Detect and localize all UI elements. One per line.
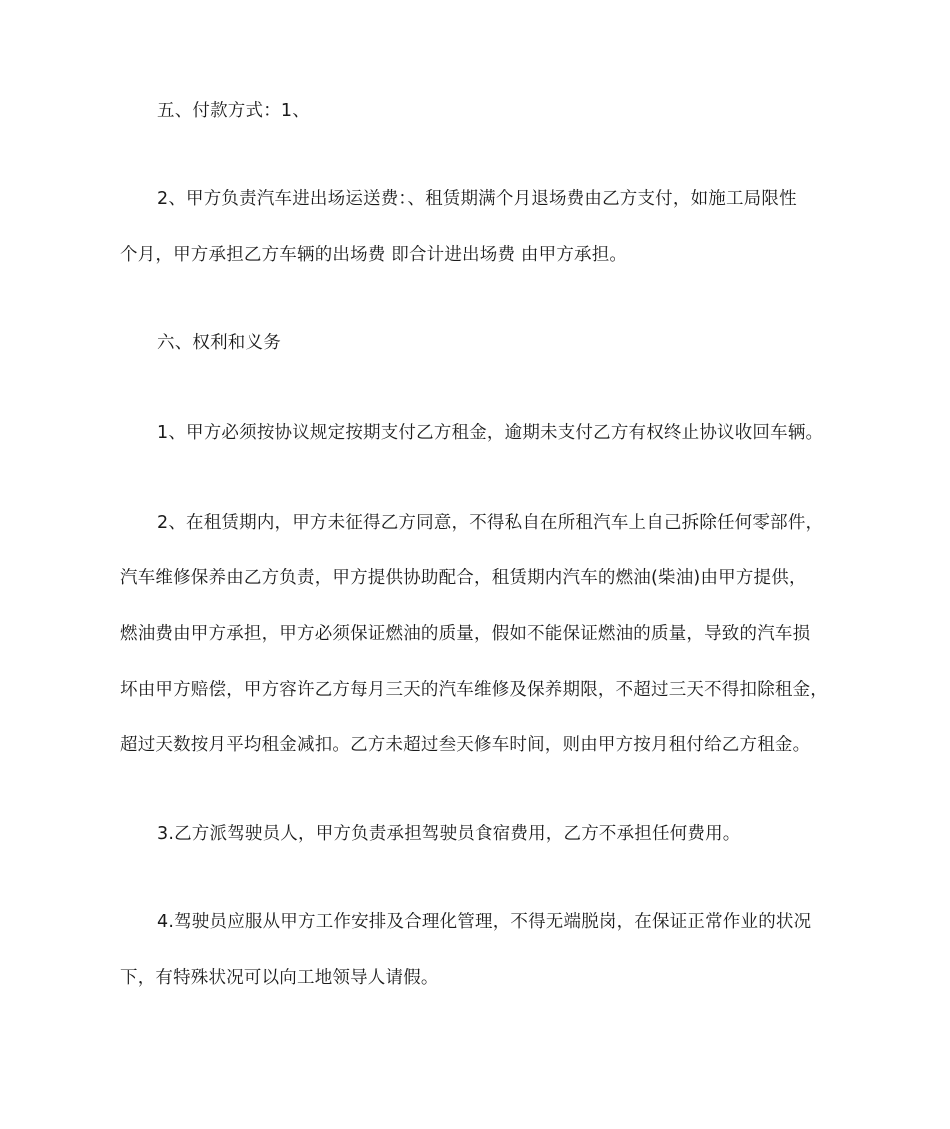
- section6-item2-line4: 坏由甲方赔偿，甲方容许乙方每月三天的汽车维修及保养期限，不超过三天不得扣除租金，: [120, 680, 828, 700]
- section5-item2-line1: 2、甲方负责汽车进出场运送费：、租赁期满个月退场费由乙方支付，如施工局限性: [157, 189, 797, 209]
- section5-item2-line2: 个月，甲方承担乙方车辆的出场费 即合计进出场费 由甲方承担。: [120, 245, 628, 265]
- section6-item4-line1: 4.驾驶员应服从甲方工作安排及合理化管理，不得无端脱岗，在保证正常作业的状况: [157, 912, 812, 932]
- section5-heading: 五、付款方式：1、: [157, 101, 310, 121]
- section6-item2-line5: 超过天数按月平均租金减扣。乙方未超过叁天修车时间，则由甲方按月租付给乙方租金。: [120, 735, 811, 755]
- section6-heading: 六、权利和义务: [157, 333, 281, 353]
- section6-item2-line2: 汽车维修保养由乙方负责，甲方提供协助配合，租赁期内汽车的燃油(柴油)由甲方提供，: [120, 568, 807, 588]
- section6-item2-line3: 燃油费由甲方承担，甲方必须保证燃油的质量，假如不能保证燃油的质量，导致的汽车损: [120, 624, 811, 644]
- section6-item4-line2: 下，有特殊状况可以向工地领导人请假。: [120, 968, 439, 988]
- section6-item3: 3.乙方派驾驶员人，甲方负责承担驾驶员食宿费用，乙方不承担任何费用。: [157, 824, 741, 844]
- section6-item2-line1: 2、在租赁期内，甲方未征得乙方同意，不得私自在所租汽车上自己拆除任何零部件，: [157, 513, 824, 533]
- section6-item1: 1、甲方必须按协议规定按期支付乙方租金，逾期未支付乙方有权终止协议收回车辆。: [157, 423, 824, 443]
